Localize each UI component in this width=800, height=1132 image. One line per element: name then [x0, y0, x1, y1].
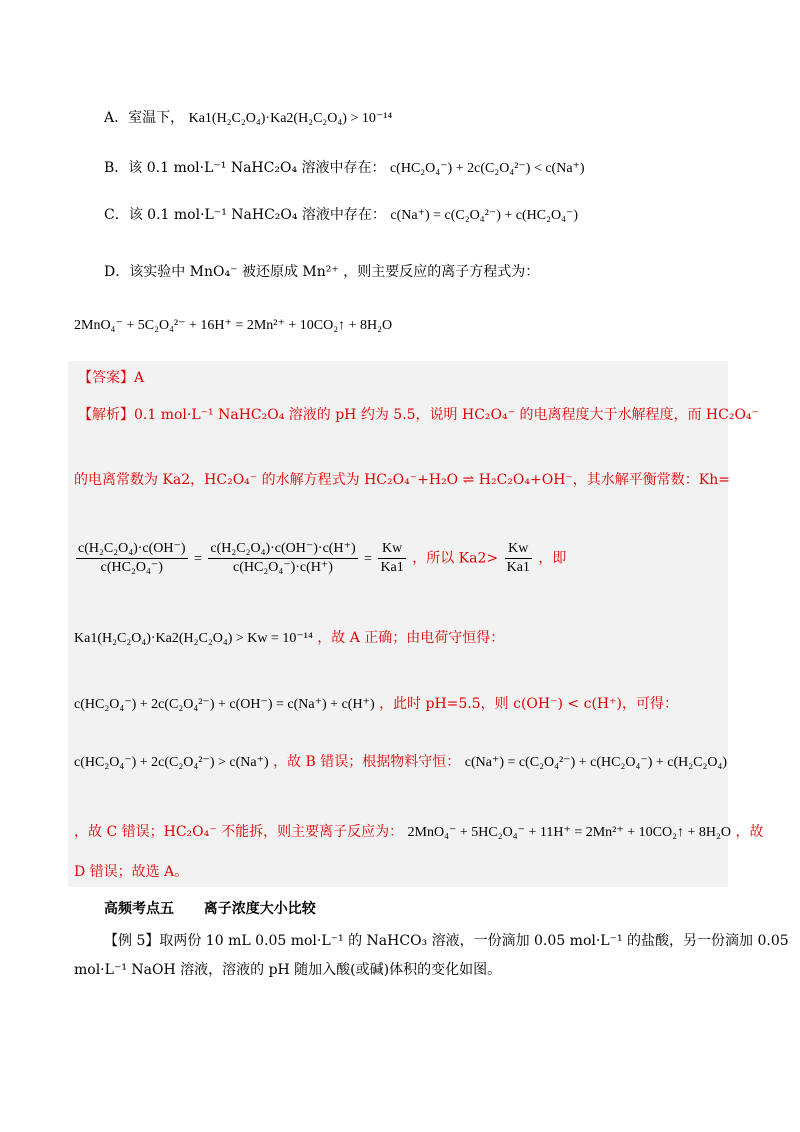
fraction-1: $\frac{\text{c(H₂C₂O₄)·c(OH⁻)}}{\text{c(HC₂O₄⁻)}}$ — [78, 541, 186, 575]
analysis-line-8: D 错误；故选 A。 — [74, 864, 189, 880]
example-line-1: 【例 5】取两份 10 mL 0.05 mol·L⁻¹ 的 NaHCO₃ 溶液，一份滴加 0.05 mol·L⁻¹ 的盐酸，另一份滴加 0.05 — [104, 933, 789, 949]
option-d-equation: 2MnO₄⁻ + 5C₂O₄²⁻ + 16H⁺ = 2Mn²⁺ + 10CO₂↑ + 8H₂O — [74, 318, 393, 333]
analysis-line-6: c(HC₂O₄⁻) + 2c(C₂O₄²⁻) > c(Na⁺) ，故 B 错误；根据物料守恒： c(Na⁺) = c(C₂O₄²⁻) + c(HC₂O₄⁻) + c(H₂C₂O₄) — [74, 754, 728, 770]
answer-line: 【答案】A — [78, 370, 145, 386]
analysis-line-4: Ka1(H₂C₂O₄)·Ka2(H₂C₂O₄) > Kw = 10⁻¹⁴ ，故 A 正确；由电荷守恒得： — [74, 630, 505, 646]
analysis-line-2: 的电离常数为 Ka2，HC₂O₄⁻ 的水解方程式为 HC₂O₄⁻+H₂O ⇌ H₂C₂O₄+OH⁻，其水解平衡常数：Kh= — [74, 472, 730, 488]
example-line-2: mol·L⁻¹ NaOH 溶液，溶液的 pH 随加入酸(或碱)体积的变化如图。 — [74, 962, 502, 978]
option-d: D．该实验中 MnO₄⁻ 被还原成 Mn²⁺ ，则主要反应的离子方程式为： — [104, 264, 540, 280]
answer-block — [68, 361, 728, 887]
option-b-math: c(HC₂O₄⁻) + 2c(C₂O₄²⁻) < c(Na⁺) — [389, 161, 585, 176]
fraction-4: $\frac{Kw}{Ka1}$ — [506, 541, 530, 575]
option-a-math: Ka1(H₂C₂O₄)·Ka2(H₂C₂O₄) > 10⁻¹⁴ — [188, 111, 393, 126]
fraction-2: $\frac{\text{c(H₂C₂O₄)·c(OH⁻)·c(H⁺)}}{\text{c(HC₂O₄⁻)·c(H⁺)}}$ — [210, 541, 356, 575]
option-a: A．室温下， Ka1(H₂C₂O₄)·Ka2(H₂C₂O₄) > 10⁻¹⁴ — [104, 110, 393, 126]
analysis-line-1: 【解析】0.1 mol·L⁻¹ NaHC₂O₄ 溶液的 pH 约为 5.5，说明 HC₂O₄⁻ 的电离程度大于水解程度，而 HC₂O₄⁻ — [78, 407, 759, 423]
option-c: C．该 0.1 mol·L⁻¹ NaHC₂O₄ 溶液中存在： c(Na⁺) = c(C₂O₄²⁻) + c(HC₂O₄⁻) — [104, 207, 579, 223]
analysis-line-5: c(HC₂O₄⁻) + 2c(C₂O₄²⁻) + c(OH⁻) = c(Na⁺) + c(H⁺) ，此时 pH=5.5，则 c(OH⁻) < c(H⁺)，可得： — [74, 696, 678, 712]
fraction-3: $\frac{Kw}{Ka1}$ — [380, 541, 404, 575]
analysis-line-3: $\frac{\text{c(H₂C₂O₄)·c(OH⁻)}}{\text{c(HC₂O₄⁻)}}$ = $\frac{\text{c(H₂C₂O₄)·c(OH⁻)·c(H⁺)}}{\text{c(HC₂O₄⁻)·c(H⁺)}}$ = $\frac{Kw}{Ka1}$ ，所以 Ka2> $\frac{Kw}{Ka1}$ ，即 — [78, 541, 567, 575]
option-c-math: c(Na⁺) = c(C₂O₄²⁻) + c(HC₂O₄⁻) — [390, 208, 579, 223]
analysis-line-7: ，故 C 错误；HC₂O₄⁻ 不能拆，则主要离子反应为： 2MnO₄⁻ + 5HC₂O₄⁻ + 11H⁺ = 2Mn²⁺ + 10CO₂↑ + 8H₂O ，故 — [74, 824, 764, 840]
option-b: B．该 0.1 mol·L⁻¹ NaHC₂O₄ 溶液中存在： c(HC₂O₄⁻) + 2c(C₂O₄²⁻) < c(Na⁺) — [104, 160, 585, 176]
section-heading: 高频考点五 离子浓度大小比较 — [104, 901, 316, 917]
